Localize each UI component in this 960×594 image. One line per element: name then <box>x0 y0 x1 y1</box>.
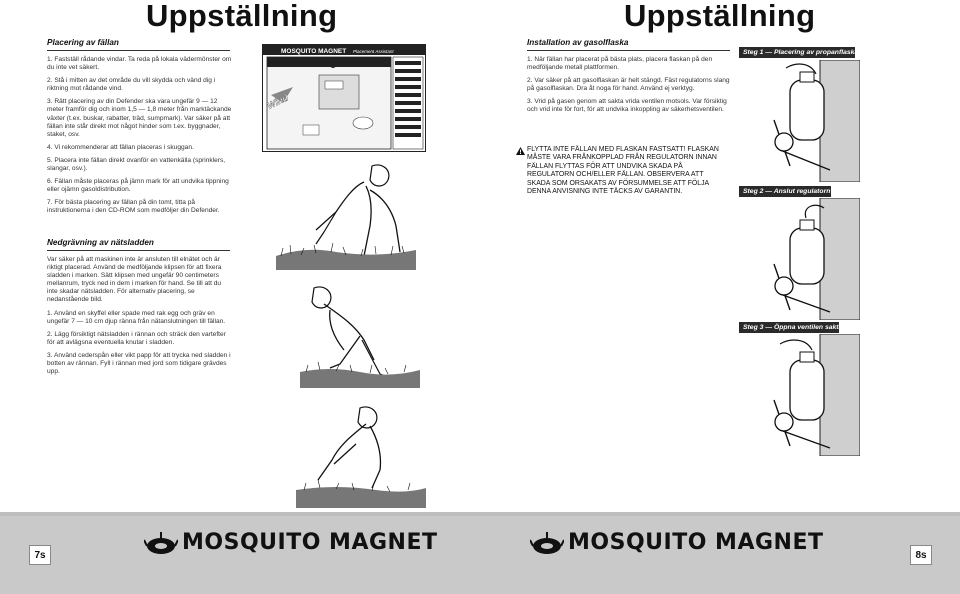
app-title-text: MOSQUITO MAGNET <box>281 48 347 55</box>
step2-label: Steg 2 — Anslut regulatorn <box>739 186 831 197</box>
list-item: 2. Var säker på att gasolflaskan är helt stängd. Fäst regulatorns slang på gasolflaskan. Dra åt noga för hand. Använd ej verktyg. <box>527 77 730 93</box>
section-heading-placering: Placering av fällan <box>47 38 119 47</box>
page-title-left: Uppställning <box>146 0 338 33</box>
page-number-left: 7s <box>29 545 51 565</box>
app-subtitle-text: Placement Assistant <box>353 49 394 54</box>
page-number-right: 8s <box>910 545 932 565</box>
list-item: 5. Placera inte fällan direkt ovanför en vattenkälla (sprinklers, slangar, osv.). <box>47 156 226 173</box>
list-item: 1. Använd en skyffel eller spade med rak egg och gräv en ungefär 7 — 10 cm djup ränna från nätanslutningen till fällan. <box>47 309 226 325</box>
section-rule <box>47 250 230 251</box>
brand-logo-right: MOSQUITO MAGNET <box>568 530 824 555</box>
mosquito-logo-icon <box>530 532 564 558</box>
footer-stripe <box>0 512 960 516</box>
propane-tank-step1-illustration <box>760 60 860 182</box>
list-item: 3. Använd cederspån eller vikt papp för att trycka ned sladden i botten av rännan. Fyll i rännan med jord som tidigare grävdes upp. <box>47 351 231 376</box>
regulator-step2-illustration <box>760 198 860 320</box>
brand-logo-left: MOSQUITO MAGNET <box>182 530 438 555</box>
nedgravning-text <box>47 256 232 381</box>
section-heading-installation: Installation av gasolflaska <box>527 38 629 47</box>
list-item: 1. Fastställ rådande vindar. Ta reda på lokala vädermönster om du inte vet säkert. <box>47 56 232 72</box>
person-laying-cord-illustration <box>296 398 426 508</box>
step1-label: Steg 1 — Placering av propanflaska <box>739 47 855 58</box>
page-title-right: Uppställning <box>624 0 816 33</box>
person-digging-trench-illustration <box>300 280 420 390</box>
section-heading-nedgravning: Nedgrävning av nätsladden <box>47 238 154 247</box>
list-item: 7. För bästa placering av fällan på din tomt, titta på instruktionerna i den CD-ROM som medföljer din Defender. <box>47 199 220 215</box>
warning-icon <box>516 147 525 155</box>
mosquito-logo-icon <box>144 532 178 558</box>
list-item: 2. Stå i mitten av det område du vill skydda och vänd dig i riktning mot rådande vind. <box>47 77 216 93</box>
list-item: 2. Lägg försiktigt nätsladden i rännan och sträck den vartefter för att avlägsna eventuella knutar i sladden. <box>47 330 226 346</box>
list-item: 6. Fällan måste placeras på jämn mark för att undvika tippning eller ojämn gasoldistribution. <box>47 178 229 194</box>
wind-label: Wind <box>265 92 290 111</box>
intro-paragraph: Var säker på att maskinen inte är ansluten till elnätet och är riktigt placerad. Använd de medföljande klipsen för att fixera sladden i marken. Sätt klipsen med ungefär 90 centimeters mellanrum, tryck ned in dem i marken för hand. Se till att du inte skadar nätsladden. För alternativ placering, se nedanstående bild. <box>47 256 222 304</box>
section-rule <box>47 50 230 51</box>
step3-label: Steg 3 — Öppna ventilen sakta <box>739 322 839 333</box>
list-item: 3. Vrid på gasen genom att sakta vrida ventilen motsols. Var försiktig och vrid inte för fort, för att undvika inkoppling av säkerhetsventilen. <box>527 98 727 114</box>
list-item: 3. Rätt placering av din Defender ska vara ungefär 9 — 12 meter framför dig och inom 1,5 — 1,8 meter från marktäckande växter (t.ex. buskar, rabatter, träd, sumpmark). Var säker på att fällan inte står direkt mot något hinder som t.ex. byggnader, staket, osv. <box>47 98 232 138</box>
person-placing-trap-illustration <box>276 160 416 270</box>
warning-text: FLYTTA INTE FÄLLAN MED FLASKAN FASTSATT! FLASKAN MÅSTE VARA FRÅNKOPPLAD FRÅN REGULATORN INNAN FÄLLAN FLYTTAS FÖR ATT UNDVIKA SKADA PÅ REGULATORN OCH/ELLER FÄLLAN. OBSERVERA ATT SKADA SOM ORSAKATS AV FÖRSUMMELSE ATT FÖLJA DENNA ANVISNING INTE TÄCKS AV GARANTIN. <box>527 146 719 196</box>
section-rule <box>527 50 730 51</box>
valve-step3-illustration <box>760 334 860 456</box>
placering-list <box>47 56 232 221</box>
placement-assistant-screenshot <box>262 44 426 152</box>
list-item: 1. När fällan har placerat på bästa plats, placera flaskan på den medföljande metall plattformen. <box>527 56 713 72</box>
installation-list <box>527 56 730 120</box>
list-item: 4. Vi rekommenderar att fällan placeras i skuggan. <box>47 143 194 151</box>
